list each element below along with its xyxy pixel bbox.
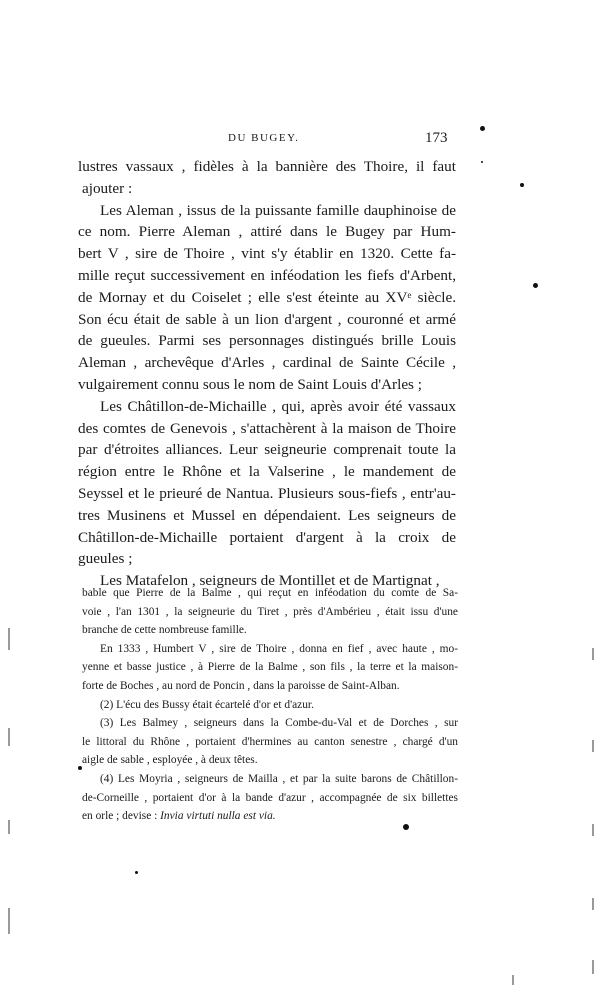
line-text: le littoral du Rhône , portaient d'hermines au canton senestre , chargé d'un — [82, 735, 458, 748]
text-line — [78, 527, 456, 549]
line-text: forte de Boches , au nord de Poncin , dans la paroisse de Saint-Alban. — [82, 679, 400, 692]
line-text: bert V , sire de Thoire , vint s'y établir en 1320. Cette fa- — [78, 245, 456, 263]
line-text: gueules ; — [78, 550, 133, 568]
line-text: En 1333 , Humbert V , sire de Thoire , donna en fief , avec haute , mo- — [100, 642, 458, 655]
line-text: Les Châtillon-de-Michaille , qui, après avoir été vassaux — [100, 397, 456, 415]
footnote-line — [82, 714, 458, 733]
footnote-line — [82, 621, 458, 640]
line-text: ce nom. Pierre Aleman , attiré dans le Bugey par Hum- — [78, 223, 456, 241]
text-line — [78, 461, 456, 483]
text-line — [78, 243, 456, 265]
margin-rule — [8, 820, 10, 834]
ink-speck — [533, 283, 538, 288]
line-text: vulgairement connu sous le nom de Saint Louis d'Arles ; — [78, 375, 422, 393]
line-text: de Mornay et du Coiselet ; elle s'est éteinte au XVᵉ siècle. — [78, 288, 456, 306]
footnote-line — [82, 807, 458, 826]
text-line — [78, 156, 456, 178]
text-line — [78, 418, 456, 440]
footnote-line — [82, 751, 458, 770]
text-line — [78, 483, 456, 505]
margin-rule — [592, 648, 594, 660]
line-text: tres Musinens et Mussel en dépendaient. Les seigneurs de — [78, 506, 456, 524]
margin-rule — [8, 628, 10, 650]
margin-rule — [592, 824, 594, 836]
line-text: yenne et basse justice , à Pierre de la Balme , son fils , la terre et la maison- — [82, 661, 458, 674]
margin-rule — [592, 960, 594, 974]
line-text: Aleman , archevêque d'Arles , cardinal de Sainte Cécile , — [78, 354, 456, 372]
text-line — [78, 287, 456, 309]
margin-rule — [592, 898, 594, 910]
text-line — [78, 439, 456, 461]
line-text: des comtes de Genevois , s'attachèrent à la maison de Thoire — [78, 419, 456, 437]
line-text: aigle de sable , esployée , à deux têtes. — [82, 754, 258, 767]
line-text: en orle ; devise : — [82, 810, 161, 823]
ink-speck — [520, 183, 524, 187]
running-head-title: DU BUGEY. — [228, 132, 300, 144]
main-text — [78, 156, 456, 592]
text-line — [78, 221, 456, 243]
line-text: branche de cette nombreuse famille. — [82, 624, 247, 637]
text-line — [78, 548, 456, 570]
ink-speck — [135, 871, 138, 874]
line-text: ajouter : — [82, 179, 133, 197]
footnote-line — [82, 696, 458, 715]
running-head — [0, 130, 600, 150]
motto-text: Invia virtuti nulla est via. — [160, 810, 276, 823]
line-text: de gueules. Parmi ses personnages distingués brille Louis — [78, 332, 456, 350]
line-text: voie , l'an 1301 , la seigneurie du Tiret , près d'Ambérieu , était issu d'une — [82, 605, 458, 618]
line-text: (3) Les Balmey , seigneurs dans la Combe-du-Val et de Dorches , sur — [100, 717, 458, 730]
text-line — [78, 505, 456, 527]
page-number: 173 — [425, 130, 448, 146]
text-line — [78, 200, 456, 222]
line-text: Les Aleman , issus de la puissante famille dauphinoise de — [100, 201, 456, 219]
line-text: Son écu était de sable à un lion d'argent , couronné et armé — [78, 310, 456, 328]
footnote-line — [82, 603, 458, 622]
line-text: (2) L'écu des Bussy était écartelé d'or et d'azur. — [100, 698, 314, 711]
footnote-line — [82, 770, 458, 789]
margin-rule — [8, 728, 10, 746]
line-text: Châtillon-de-Michaille portaient d'argent à la croix de — [78, 528, 456, 546]
margin-rule — [592, 740, 594, 752]
ink-speck — [78, 766, 82, 770]
text-line — [78, 352, 456, 374]
margin-rule — [512, 975, 514, 985]
text-line — [78, 374, 456, 396]
footnote-line — [82, 640, 458, 659]
line-text: de-Corneille , portaient d'or à la bande d'azur , accompagnée de six billettes — [82, 791, 458, 804]
text-line — [78, 396, 456, 418]
line-text: Seyssel et le prieuré de Nantua. Plusieurs sous-fiefs , entr'au- — [78, 484, 456, 502]
ink-speck — [403, 824, 409, 830]
footnote-line — [82, 733, 458, 752]
line-text: lustres vassaux , fidèles à la bannière des Thoire, il faut — [78, 158, 456, 175]
footnotes — [82, 584, 458, 826]
ink-speck — [481, 161, 483, 163]
footnote-line — [82, 658, 458, 677]
text-line — [78, 265, 456, 287]
line-text: mille reçut successivement en inféodation les fiefs d'Arbent, — [78, 266, 456, 284]
line-text: bable que Pierre de la Balme , qui reçut en inféodation du comte de Sa- — [82, 587, 458, 599]
line-text: (4) Les Moyria , seigneurs de Mailla , et par la suite barons de Châtillon- — [100, 772, 458, 785]
text-line — [78, 178, 456, 200]
text-line — [78, 309, 456, 331]
margin-rule — [8, 908, 10, 934]
footnote-line — [82, 789, 458, 808]
line-text: par d'étroites alliances. Leur seigneurie comprenait toute la — [78, 441, 456, 459]
footnote-line — [82, 584, 458, 603]
line-text: région entre le Rhône et la Valserine , le mandement de — [78, 463, 456, 481]
footnote-line — [82, 677, 458, 696]
ink-speck — [480, 126, 485, 131]
line-text: Les Matafelon , seigneurs de Montillet et de Martignat , — [100, 572, 440, 590]
text-line — [78, 330, 456, 352]
